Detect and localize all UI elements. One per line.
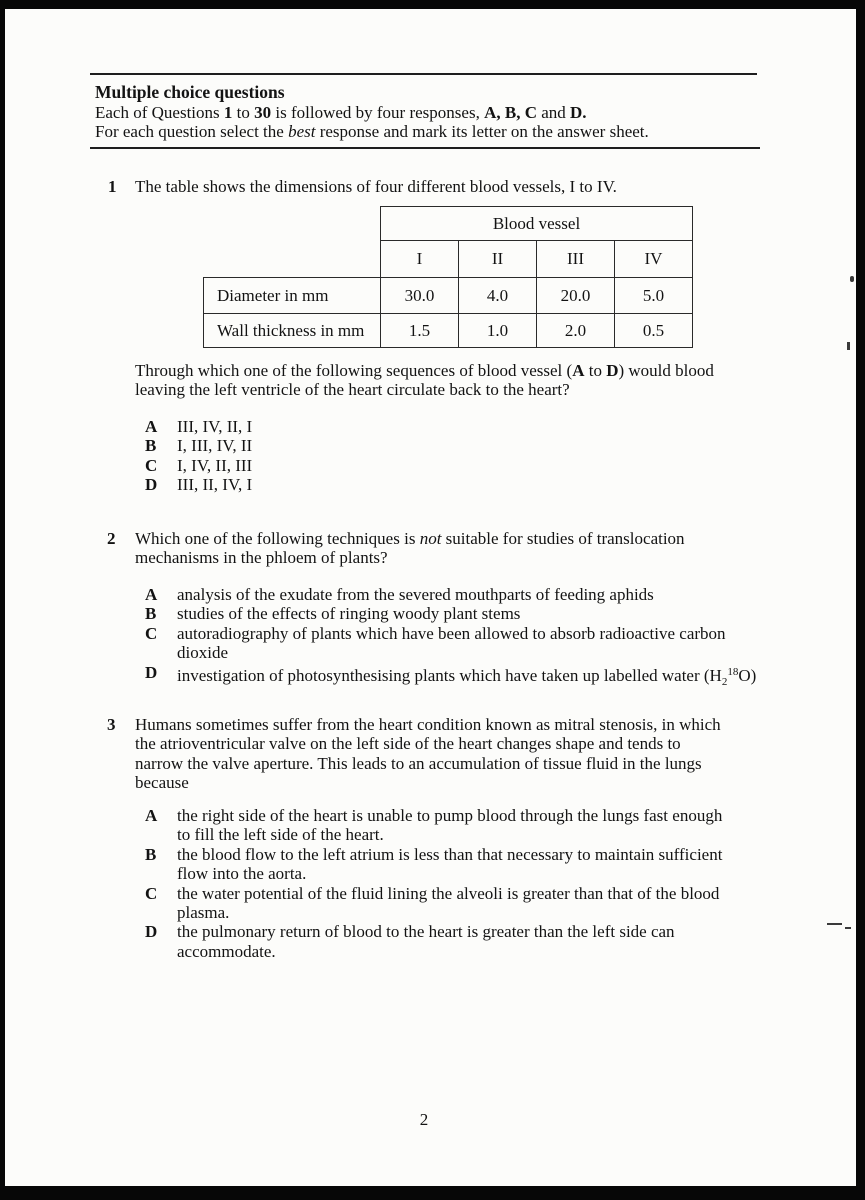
option-text: investigation of photosynthesising plants which have taken up labelled water $(H_2^{18}O)$ xyxy=(177,665,757,688)
option-row xyxy=(145,922,733,961)
option-text: studies of the effects of ringing woody plant stems xyxy=(177,604,521,624)
table-row-label: Diameter in mm xyxy=(204,278,381,314)
instructions-line-1: Each of Questions 1 to 30 is followed by four responses, A, B, C and D. xyxy=(95,103,587,122)
table-column-header: I xyxy=(381,241,459,278)
table-cell: 1.5 xyxy=(381,314,459,348)
option-row xyxy=(145,585,756,604)
option-letter: D xyxy=(145,662,158,682)
question-3-options xyxy=(145,806,733,961)
table-cell: 1.0 xyxy=(459,314,537,348)
option-text: the water potential of the fluid lining the alveoli is greater than that of the blood plasma. xyxy=(177,883,720,923)
option-letter: C xyxy=(145,455,158,475)
option-letter: B xyxy=(145,436,157,456)
table-group-header: Blood vessel xyxy=(381,207,693,241)
option-letter: A xyxy=(145,417,158,436)
question-1-options xyxy=(145,417,252,495)
page-number: 2 xyxy=(419,1110,429,1129)
option-row xyxy=(145,884,733,923)
option-letter: A xyxy=(145,585,158,604)
scan-edge-bottom xyxy=(0,1186,865,1200)
option-letter: D xyxy=(145,475,158,495)
option-letter: A xyxy=(145,806,158,825)
option-text: the pulmonary return of blood to the heart is greater than the left side can accommodate. xyxy=(177,922,675,961)
option-row xyxy=(145,604,756,623)
scan-artifact xyxy=(827,923,842,925)
option-text: III, II, IV, I xyxy=(177,475,253,495)
table-column-header: IV xyxy=(615,241,693,278)
option-row xyxy=(145,417,252,436)
option-text: the blood flow to the left atrium is less than that necessary to maintain sufficient flow into the aorta. xyxy=(177,844,723,884)
table-row-label: Wall thickness in mm xyxy=(204,314,381,348)
option-row xyxy=(145,436,252,455)
question-3-number: 3 xyxy=(107,715,116,734)
instructions-header xyxy=(95,82,767,142)
blood-vessel-table xyxy=(203,206,693,348)
scan-artifact xyxy=(845,927,851,929)
option-row xyxy=(145,475,252,494)
option-text: I, III, IV, II xyxy=(177,436,253,456)
table-row xyxy=(204,314,693,348)
scan-artifact xyxy=(850,276,854,282)
table-cell: 4.0 xyxy=(459,278,537,314)
table-row xyxy=(204,278,693,314)
table-cell: 5.0 xyxy=(615,278,693,314)
option-letter: C xyxy=(145,883,158,903)
scan-edge-top xyxy=(0,0,865,9)
question-2-options xyxy=(145,585,756,692)
scan-edge-left xyxy=(0,0,5,1200)
option-row xyxy=(145,663,756,692)
table-cell: 20.0 xyxy=(537,278,615,314)
instructions-line-2: For each question select the best response and mark its letter on the answer sheet. xyxy=(95,122,649,142)
question-2-number: 2 xyxy=(107,529,116,548)
table-column-header: III xyxy=(537,241,615,278)
question-1-number: 1 xyxy=(108,177,117,196)
option-letter: D xyxy=(145,922,158,942)
option-text: I, IV, II, III xyxy=(177,455,253,475)
question-2-stem: Which one of the following techniques is not suitable for studies of translocation mechanisms in the phloem of plants? xyxy=(135,529,685,568)
table-cell: 30.0 xyxy=(381,278,459,314)
option-row xyxy=(145,845,733,884)
question-1-stem: The table shows the dimensions of four different blood vessels, I to IV. xyxy=(135,177,617,196)
option-text: autoradiography of plants which have been allowed to absorb radioactive carbon dioxide xyxy=(177,623,726,663)
option-letter: C xyxy=(145,623,158,643)
question-3-stem: Humans sometimes suffer from the heart condition known as mitral stenosis, in which the atrioventricular valve on the left side of the heart changes shape and tends to narrow the valve aperture. This leads to an accumulation of tissue fluid in the lungs because xyxy=(135,715,721,793)
table-blank-cell xyxy=(204,241,381,278)
option-row xyxy=(145,624,756,663)
scan-edge-right xyxy=(856,0,865,1200)
question-1-prompt: Through which one of the following sequences of blood vessel (A to D) would blood leaving the left ventricle of the heart circulate back to the heart? xyxy=(135,361,714,400)
table-cell: 0.5 xyxy=(615,314,693,348)
table-blank-cell xyxy=(204,207,381,241)
option-letter: B xyxy=(145,844,157,864)
option-row xyxy=(145,456,252,475)
section-title: Multiple choice questions xyxy=(95,82,285,102)
header-rule-bottom xyxy=(90,147,760,149)
scan-artifact xyxy=(847,342,850,350)
option-text: III, IV, II, I xyxy=(177,417,253,436)
option-letter: B xyxy=(145,604,157,624)
option-text: analysis of the exudate from the severed mouthparts of feeding aphids xyxy=(177,585,654,604)
option-row xyxy=(145,806,733,845)
header-rule-top xyxy=(90,73,757,75)
table-column-header: II xyxy=(459,241,537,278)
option-text: the right side of the heart is unable to pump blood through the lungs fast enough to fill the left side of the heart. xyxy=(177,806,723,845)
table-cell: 2.0 xyxy=(537,314,615,348)
